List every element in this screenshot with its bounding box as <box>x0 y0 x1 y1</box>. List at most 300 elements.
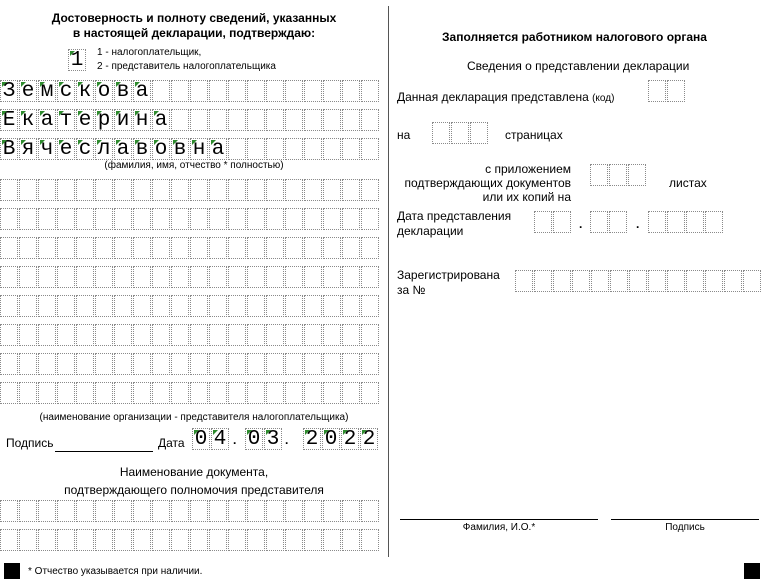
comb-cell[interactable] <box>228 138 246 160</box>
comb-cell[interactable] <box>19 208 37 230</box>
comb-cell[interactable] <box>323 500 341 522</box>
comb-cell[interactable] <box>361 208 379 230</box>
comb-cell[interactable] <box>304 324 322 346</box>
comb-cell[interactable] <box>133 179 151 201</box>
comb-cell[interactable] <box>304 208 322 230</box>
comb-cell[interactable] <box>323 353 341 375</box>
comb-cell[interactable] <box>57 500 75 522</box>
comb-cell[interactable] <box>114 208 132 230</box>
comb-cell[interactable] <box>610 270 628 292</box>
comb-cell[interactable] <box>266 138 284 160</box>
comb-cell[interactable] <box>190 237 208 259</box>
comb-cell[interactable] <box>38 529 56 551</box>
comb-cell[interactable] <box>228 353 246 375</box>
comb-cell[interactable] <box>19 353 37 375</box>
comb-cell[interactable] <box>342 138 360 160</box>
comb-cell[interactable] <box>133 324 151 346</box>
comb-cell[interactable] <box>572 270 590 292</box>
comb-cell[interactable] <box>285 138 303 160</box>
comb-cell[interactable] <box>0 208 18 230</box>
comb-cell[interactable] <box>114 529 132 551</box>
date-year[interactable] <box>303 428 379 450</box>
comb-cell[interactable]: 2 <box>303 428 321 450</box>
comb-cell[interactable] <box>323 208 341 230</box>
doc-row-2[interactable] <box>0 529 380 551</box>
comb-cell[interactable] <box>323 237 341 259</box>
comb-cell[interactable] <box>285 179 303 201</box>
comb-cell[interactable] <box>38 500 56 522</box>
comb-cell[interactable] <box>361 324 379 346</box>
comb-cell[interactable] <box>190 109 208 131</box>
comb-cell[interactable]: и <box>114 109 132 131</box>
comb-cell[interactable] <box>152 353 170 375</box>
comb-cell[interactable]: в <box>133 138 151 160</box>
comb-cell[interactable] <box>95 324 113 346</box>
comb-cell[interactable] <box>209 208 227 230</box>
comb-cell[interactable] <box>342 324 360 346</box>
comb-cell[interactable] <box>590 211 608 233</box>
comb-cell[interactable] <box>209 109 227 131</box>
comb-cell[interactable] <box>57 324 75 346</box>
comb-cell[interactable] <box>266 295 284 317</box>
comb-cell[interactable] <box>323 179 341 201</box>
comb-cell[interactable] <box>95 500 113 522</box>
comb-cell[interactable] <box>152 208 170 230</box>
comb-cell[interactable]: е <box>19 80 37 102</box>
comb-cell[interactable] <box>152 80 170 102</box>
comb-cell[interactable] <box>515 270 533 292</box>
comb-cell[interactable] <box>686 270 704 292</box>
comb-cell[interactable]: ч <box>38 138 56 160</box>
comb-cell[interactable] <box>247 529 265 551</box>
submission-code[interactable] <box>648 80 686 102</box>
comb-cell[interactable] <box>171 237 189 259</box>
comb-cell[interactable] <box>285 382 303 404</box>
comb-cell[interactable]: н <box>133 109 151 131</box>
comb-cell[interactable] <box>76 179 94 201</box>
comb-cell[interactable] <box>342 529 360 551</box>
comb-cell[interactable] <box>228 208 246 230</box>
comb-cell[interactable] <box>114 353 132 375</box>
comb-cell[interactable] <box>667 80 685 102</box>
comb-cell[interactable] <box>342 179 360 201</box>
date-month[interactable] <box>245 428 283 450</box>
comb-cell[interactable] <box>95 266 113 288</box>
comb-cell[interactable] <box>0 266 18 288</box>
comb-cell[interactable]: В <box>0 138 18 160</box>
comb-cell[interactable] <box>648 270 666 292</box>
comb-cell[interactable] <box>209 500 227 522</box>
comb-cell[interactable] <box>95 382 113 404</box>
comb-cell[interactable] <box>470 122 488 144</box>
comb-cell[interactable] <box>724 270 742 292</box>
comb-cell[interactable] <box>209 237 227 259</box>
comb-cell[interactable] <box>228 324 246 346</box>
comb-cell[interactable] <box>247 237 265 259</box>
comb-cell[interactable] <box>285 324 303 346</box>
comb-cell[interactable]: к <box>76 80 94 102</box>
comb-cell[interactable]: 0 <box>192 428 210 450</box>
org-row-1[interactable] <box>0 179 380 201</box>
comb-cell[interactable] <box>171 382 189 404</box>
comb-cell[interactable] <box>190 353 208 375</box>
comb-cell[interactable] <box>247 500 265 522</box>
comb-cell[interactable] <box>285 80 303 102</box>
comb-cell[interactable] <box>57 353 75 375</box>
comb-cell[interactable] <box>323 109 341 131</box>
comb-cell[interactable] <box>152 266 170 288</box>
comb-cell[interactable] <box>171 179 189 201</box>
comb-cell[interactable] <box>648 211 666 233</box>
comb-cell[interactable] <box>95 208 113 230</box>
comb-cell[interactable] <box>228 179 246 201</box>
comb-cell[interactable] <box>323 138 341 160</box>
comb-cell[interactable] <box>171 500 189 522</box>
comb-cell[interactable]: я <box>19 138 37 160</box>
comb-cell[interactable] <box>432 122 450 144</box>
comb-cell[interactable] <box>228 295 246 317</box>
comb-cell[interactable] <box>247 80 265 102</box>
comb-cell[interactable] <box>171 529 189 551</box>
comb-cell[interactable] <box>323 382 341 404</box>
comb-cell[interactable] <box>19 179 37 201</box>
comb-cell[interactable] <box>209 295 227 317</box>
comb-cell[interactable] <box>304 237 322 259</box>
comb-cell[interactable] <box>133 500 151 522</box>
comb-cell[interactable] <box>0 353 18 375</box>
comb-cell[interactable] <box>534 211 552 233</box>
comb-cell[interactable] <box>304 138 322 160</box>
comb-cell[interactable] <box>38 208 56 230</box>
comb-cell[interactable] <box>133 295 151 317</box>
comb-cell[interactable] <box>95 295 113 317</box>
comb-cell[interactable] <box>76 529 94 551</box>
comb-cell[interactable]: е <box>76 109 94 131</box>
comb-cell[interactable] <box>361 266 379 288</box>
comb-cell[interactable] <box>209 353 227 375</box>
comb-cell[interactable] <box>451 122 469 144</box>
comb-cell[interactable] <box>38 266 56 288</box>
comb-cell[interactable]: в <box>171 138 189 160</box>
comb-cell[interactable] <box>629 270 647 292</box>
comb-cell[interactable] <box>190 500 208 522</box>
comb-cell[interactable] <box>152 382 170 404</box>
comb-cell[interactable] <box>342 353 360 375</box>
comb-cell[interactable] <box>171 295 189 317</box>
comb-cell[interactable] <box>304 179 322 201</box>
comb-cell[interactable] <box>95 179 113 201</box>
comb-cell[interactable] <box>553 211 571 233</box>
comb-cell[interactable] <box>342 295 360 317</box>
comb-cell[interactable] <box>152 324 170 346</box>
comb-cell[interactable] <box>266 109 284 131</box>
comb-cell[interactable] <box>534 270 552 292</box>
comb-cell[interactable] <box>114 237 132 259</box>
comb-cell[interactable] <box>247 266 265 288</box>
comb-cell[interactable] <box>247 179 265 201</box>
comb-cell[interactable] <box>190 80 208 102</box>
comb-cell[interactable] <box>266 237 284 259</box>
comb-cell[interactable] <box>133 237 151 259</box>
comb-cell[interactable] <box>209 80 227 102</box>
comb-cell[interactable] <box>114 295 132 317</box>
comb-cell[interactable] <box>342 500 360 522</box>
pages-count[interactable] <box>432 122 489 144</box>
comb-cell[interactable]: н <box>190 138 208 160</box>
comb-cell[interactable] <box>266 208 284 230</box>
comb-cell[interactable] <box>0 179 18 201</box>
comb-cell[interactable]: а <box>152 109 170 131</box>
comb-cell[interactable] <box>190 382 208 404</box>
org-row-8[interactable] <box>0 382 380 404</box>
comb-cell[interactable] <box>609 211 627 233</box>
comb-cell[interactable] <box>609 164 627 186</box>
comb-cell[interactable] <box>591 270 609 292</box>
comb-cell[interactable] <box>0 324 18 346</box>
comb-cell[interactable] <box>114 500 132 522</box>
comb-cell[interactable] <box>38 179 56 201</box>
comb-cell[interactable] <box>133 353 151 375</box>
comb-cell[interactable] <box>57 266 75 288</box>
comb-cell[interactable] <box>628 164 646 186</box>
submit-day[interactable] <box>534 211 572 233</box>
comb-cell[interactable] <box>171 208 189 230</box>
comb-cell[interactable] <box>285 353 303 375</box>
comb-cell[interactable]: 2 <box>341 428 359 450</box>
comb-cell[interactable] <box>361 382 379 404</box>
comb-cell[interactable] <box>19 500 37 522</box>
comb-cell[interactable] <box>361 295 379 317</box>
surname-row[interactable] <box>0 80 380 102</box>
comb-cell[interactable] <box>19 529 37 551</box>
comb-cell[interactable] <box>285 529 303 551</box>
comb-cell[interactable] <box>76 500 94 522</box>
comb-cell[interactable] <box>57 237 75 259</box>
comb-cell[interactable]: р <box>95 109 113 131</box>
comb-cell[interactable] <box>304 109 322 131</box>
comb-cell[interactable] <box>266 80 284 102</box>
comb-cell[interactable] <box>228 266 246 288</box>
registration-number[interactable] <box>515 270 762 292</box>
comb-cell[interactable] <box>342 208 360 230</box>
comb-cell[interactable] <box>342 266 360 288</box>
comb-cell[interactable] <box>304 295 322 317</box>
comb-cell[interactable] <box>247 353 265 375</box>
comb-cell[interactable]: с <box>57 80 75 102</box>
comb-cell[interactable] <box>361 80 379 102</box>
comb-cell[interactable] <box>285 109 303 131</box>
comb-cell[interactable] <box>705 211 723 233</box>
comb-cell[interactable] <box>76 324 94 346</box>
signature-line[interactable] <box>55 451 153 452</box>
comb-cell[interactable] <box>743 270 761 292</box>
comb-cell[interactable] <box>133 266 151 288</box>
comb-cell[interactable] <box>285 500 303 522</box>
comb-cell[interactable] <box>171 324 189 346</box>
comb-cell[interactable] <box>38 295 56 317</box>
comb-cell[interactable] <box>342 109 360 131</box>
comb-cell[interactable] <box>114 266 132 288</box>
signer-code-cell[interactable]: 1 <box>68 49 86 71</box>
comb-cell[interactable]: е <box>57 138 75 160</box>
comb-cell[interactable] <box>247 208 265 230</box>
comb-cell[interactable] <box>342 237 360 259</box>
patronymic-row[interactable] <box>0 138 380 160</box>
comb-cell[interactable] <box>247 138 265 160</box>
comb-cell[interactable] <box>228 80 246 102</box>
comb-cell[interactable] <box>266 179 284 201</box>
comb-cell[interactable] <box>152 179 170 201</box>
comb-cell[interactable] <box>361 237 379 259</box>
comb-cell[interactable] <box>323 80 341 102</box>
comb-cell[interactable] <box>228 382 246 404</box>
submit-month[interactable] <box>590 211 628 233</box>
comb-cell[interactable] <box>266 266 284 288</box>
comb-cell[interactable] <box>285 266 303 288</box>
comb-cell[interactable] <box>285 295 303 317</box>
comb-cell[interactable] <box>228 529 246 551</box>
comb-cell[interactable] <box>686 211 704 233</box>
comb-cell[interactable] <box>57 208 75 230</box>
comb-cell[interactable] <box>76 266 94 288</box>
comb-cell[interactable] <box>171 266 189 288</box>
comb-cell[interactable] <box>76 382 94 404</box>
comb-cell[interactable] <box>228 237 246 259</box>
comb-cell[interactable] <box>0 529 18 551</box>
comb-cell[interactable] <box>19 237 37 259</box>
org-row-5[interactable] <box>0 295 380 317</box>
comb-cell[interactable] <box>76 353 94 375</box>
comb-cell[interactable] <box>228 500 246 522</box>
comb-cell[interactable] <box>361 353 379 375</box>
comb-cell[interactable] <box>190 266 208 288</box>
comb-cell[interactable]: о <box>95 80 113 102</box>
comb-cell[interactable] <box>133 382 151 404</box>
comb-cell[interactable]: т <box>57 109 75 131</box>
comb-cell[interactable] <box>342 80 360 102</box>
comb-cell[interactable] <box>209 266 227 288</box>
comb-cell[interactable] <box>247 324 265 346</box>
comb-cell[interactable]: а <box>114 138 132 160</box>
name-line[interactable] <box>400 519 598 520</box>
comb-cell[interactable] <box>304 80 322 102</box>
comb-cell[interactable]: 4 <box>211 428 229 450</box>
org-row-7[interactable] <box>0 353 380 375</box>
comb-cell[interactable] <box>190 324 208 346</box>
comb-cell[interactable] <box>114 179 132 201</box>
comb-cell[interactable] <box>705 270 723 292</box>
comb-cell[interactable] <box>76 208 94 230</box>
comb-cell[interactable] <box>133 529 151 551</box>
comb-cell[interactable] <box>323 529 341 551</box>
comb-cell[interactable] <box>209 382 227 404</box>
comb-cell[interactable] <box>667 270 685 292</box>
comb-cell[interactable] <box>171 353 189 375</box>
org-row-2[interactable] <box>0 208 380 230</box>
comb-cell[interactable] <box>171 80 189 102</box>
comb-cell[interactable] <box>342 382 360 404</box>
comb-cell[interactable]: 3 <box>264 428 282 450</box>
comb-cell[interactable] <box>304 382 322 404</box>
comb-cell[interactable] <box>0 500 18 522</box>
comb-cell[interactable]: о <box>152 138 170 160</box>
comb-cell[interactable] <box>553 270 571 292</box>
comb-cell[interactable] <box>190 295 208 317</box>
comb-cell[interactable]: с <box>76 138 94 160</box>
comb-cell[interactable] <box>247 295 265 317</box>
comb-cell[interactable] <box>285 237 303 259</box>
comb-cell[interactable] <box>361 109 379 131</box>
comb-cell[interactable] <box>95 237 113 259</box>
comb-cell[interactable]: к <box>19 109 37 131</box>
comb-cell[interactable] <box>361 179 379 201</box>
comb-cell[interactable]: а <box>38 109 56 131</box>
comb-cell[interactable] <box>266 324 284 346</box>
comb-cell[interactable] <box>57 179 75 201</box>
comb-cell[interactable] <box>152 295 170 317</box>
comb-cell[interactable]: м <box>38 80 56 102</box>
org-row-4[interactable] <box>0 266 380 288</box>
comb-cell[interactable] <box>304 353 322 375</box>
comb-cell[interactable] <box>95 353 113 375</box>
date-day[interactable] <box>192 428 230 450</box>
submit-year[interactable] <box>648 211 724 233</box>
comb-cell[interactable] <box>266 353 284 375</box>
org-row-3[interactable] <box>0 237 380 259</box>
comb-cell[interactable] <box>190 179 208 201</box>
comb-cell[interactable] <box>304 500 322 522</box>
doc-row-1[interactable] <box>0 500 380 522</box>
comb-cell[interactable] <box>57 295 75 317</box>
org-row-6[interactable] <box>0 324 380 346</box>
comb-cell[interactable]: а <box>209 138 227 160</box>
comb-cell[interactable] <box>361 529 379 551</box>
comb-cell[interactable] <box>323 295 341 317</box>
comb-cell[interactable]: 2 <box>360 428 378 450</box>
comb-cell[interactable] <box>76 237 94 259</box>
comb-cell[interactable] <box>590 164 608 186</box>
comb-cell[interactable] <box>304 529 322 551</box>
comb-cell[interactable] <box>38 382 56 404</box>
comb-cell[interactable] <box>95 529 113 551</box>
comb-cell[interactable] <box>209 324 227 346</box>
comb-cell[interactable] <box>38 237 56 259</box>
comb-cell[interactable] <box>57 382 75 404</box>
comb-cell[interactable] <box>133 208 151 230</box>
comb-cell[interactable] <box>190 529 208 551</box>
comb-cell[interactable] <box>0 295 18 317</box>
comb-cell[interactable] <box>190 208 208 230</box>
comb-cell[interactable] <box>0 237 18 259</box>
comb-cell[interactable] <box>57 529 75 551</box>
comb-cell[interactable] <box>152 237 170 259</box>
comb-cell[interactable] <box>361 500 379 522</box>
comb-cell[interactable] <box>667 211 685 233</box>
comb-cell[interactable] <box>648 80 666 102</box>
comb-cell[interactable] <box>0 382 18 404</box>
comb-cell[interactable] <box>304 266 322 288</box>
comb-cell[interactable] <box>19 324 37 346</box>
comb-cell[interactable] <box>114 324 132 346</box>
comb-cell[interactable]: Е <box>0 109 18 131</box>
comb-cell[interactable]: 0 <box>322 428 340 450</box>
comb-cell[interactable]: 0 <box>245 428 263 450</box>
comb-cell[interactable]: З <box>0 80 18 102</box>
comb-cell[interactable] <box>152 500 170 522</box>
comb-cell[interactable] <box>266 382 284 404</box>
comb-cell[interactable] <box>228 109 246 131</box>
comb-cell[interactable] <box>19 266 37 288</box>
